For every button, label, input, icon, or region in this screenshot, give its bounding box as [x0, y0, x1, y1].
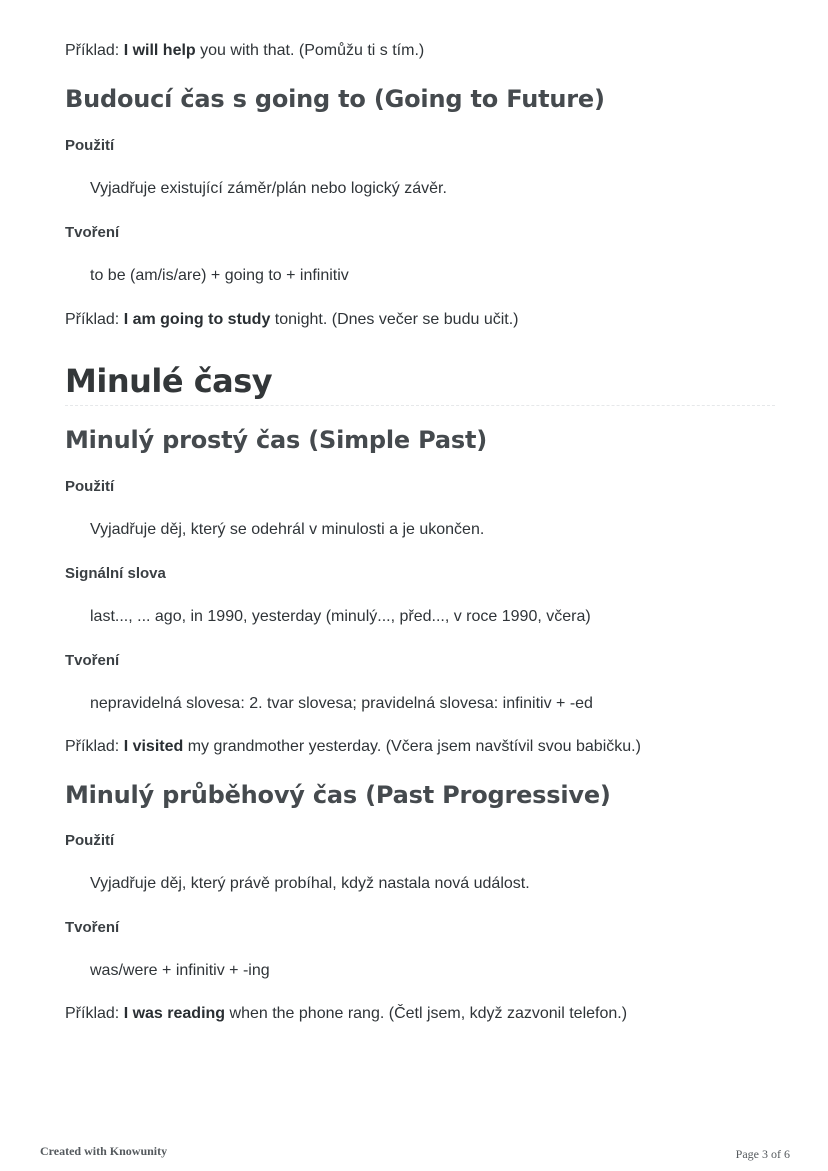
example-rest: when the phone rang. (Četl jsem, když zazvonil telefon.) — [225, 1005, 628, 1022]
usage-text: Vyjadřuje děj, který právě probíhal, když nastala nová událost. — [90, 875, 530, 892]
label-formation: Tvoření — [65, 224, 120, 241]
label-usage: Použití — [65, 832, 115, 849]
example-going-to — [65, 311, 518, 329]
label-usage: Použití — [65, 137, 115, 154]
footer-credit: Created with Knowunity — [40, 1144, 168, 1158]
heading-past-progressive: Minulý průběhový čas (Past Progressive) — [65, 781, 611, 809]
heading-past-tenses: Minulé časy — [65, 362, 273, 400]
example-bold: I will help — [123, 42, 196, 59]
usage-text: Vyjadřuje děj, který se odehrál v minulosti a je ukončen. — [90, 521, 485, 538]
example-bold: I am going to study — [123, 311, 271, 328]
example-rest: tonight. (Dnes večer se budu učit.) — [270, 311, 519, 328]
heading-simple-past: Minulý prostý čas (Simple Past) — [65, 426, 488, 454]
label-formation: Tvoření — [65, 652, 120, 669]
heading-divider — [65, 405, 775, 406]
example-prefix: Příklad: — [65, 1005, 124, 1022]
label-usage: Použití — [65, 478, 115, 495]
signal-words-text: last..., ... ago, in 1990, yesterday (minulý..., před..., v roce 1990, včera) — [90, 608, 591, 625]
example-bold: I was reading — [123, 1005, 226, 1022]
example-prefix: Příklad: — [65, 311, 124, 328]
example-bold: I visited — [123, 738, 184, 755]
example-past-progressive — [65, 1005, 627, 1023]
page-indicator: Page 3 of 6 — [735, 1147, 790, 1161]
label-signal-words: Signální slova — [65, 565, 166, 582]
example-rest: my grandmother yesterday. (Včera jsem navštívil svou babičku.) — [183, 738, 641, 755]
example-rest: you with that. (Pomůžu ti s tím.) — [195, 42, 425, 59]
heading-going-to-future: Budoucí čas s going to (Going to Future) — [65, 85, 605, 113]
formation-text: to be (am/is/are) + going to + infinitiv — [90, 267, 349, 284]
label-formation: Tvoření — [65, 919, 120, 936]
formation-text: nepravidelná slovesa: 2. tvar slovesa; pravidelná slovesa: infinitiv + -ed — [90, 695, 593, 712]
usage-text: Vyjadřuje existující záměr/plán nebo logický závěr. — [90, 180, 447, 197]
example-will-future — [65, 42, 424, 60]
formation-text: was/were + infinitiv + -ing — [90, 962, 270, 979]
example-prefix: Příklad: — [65, 738, 124, 755]
example-prefix: Příklad: — [65, 42, 124, 59]
example-simple-past — [65, 738, 641, 756]
